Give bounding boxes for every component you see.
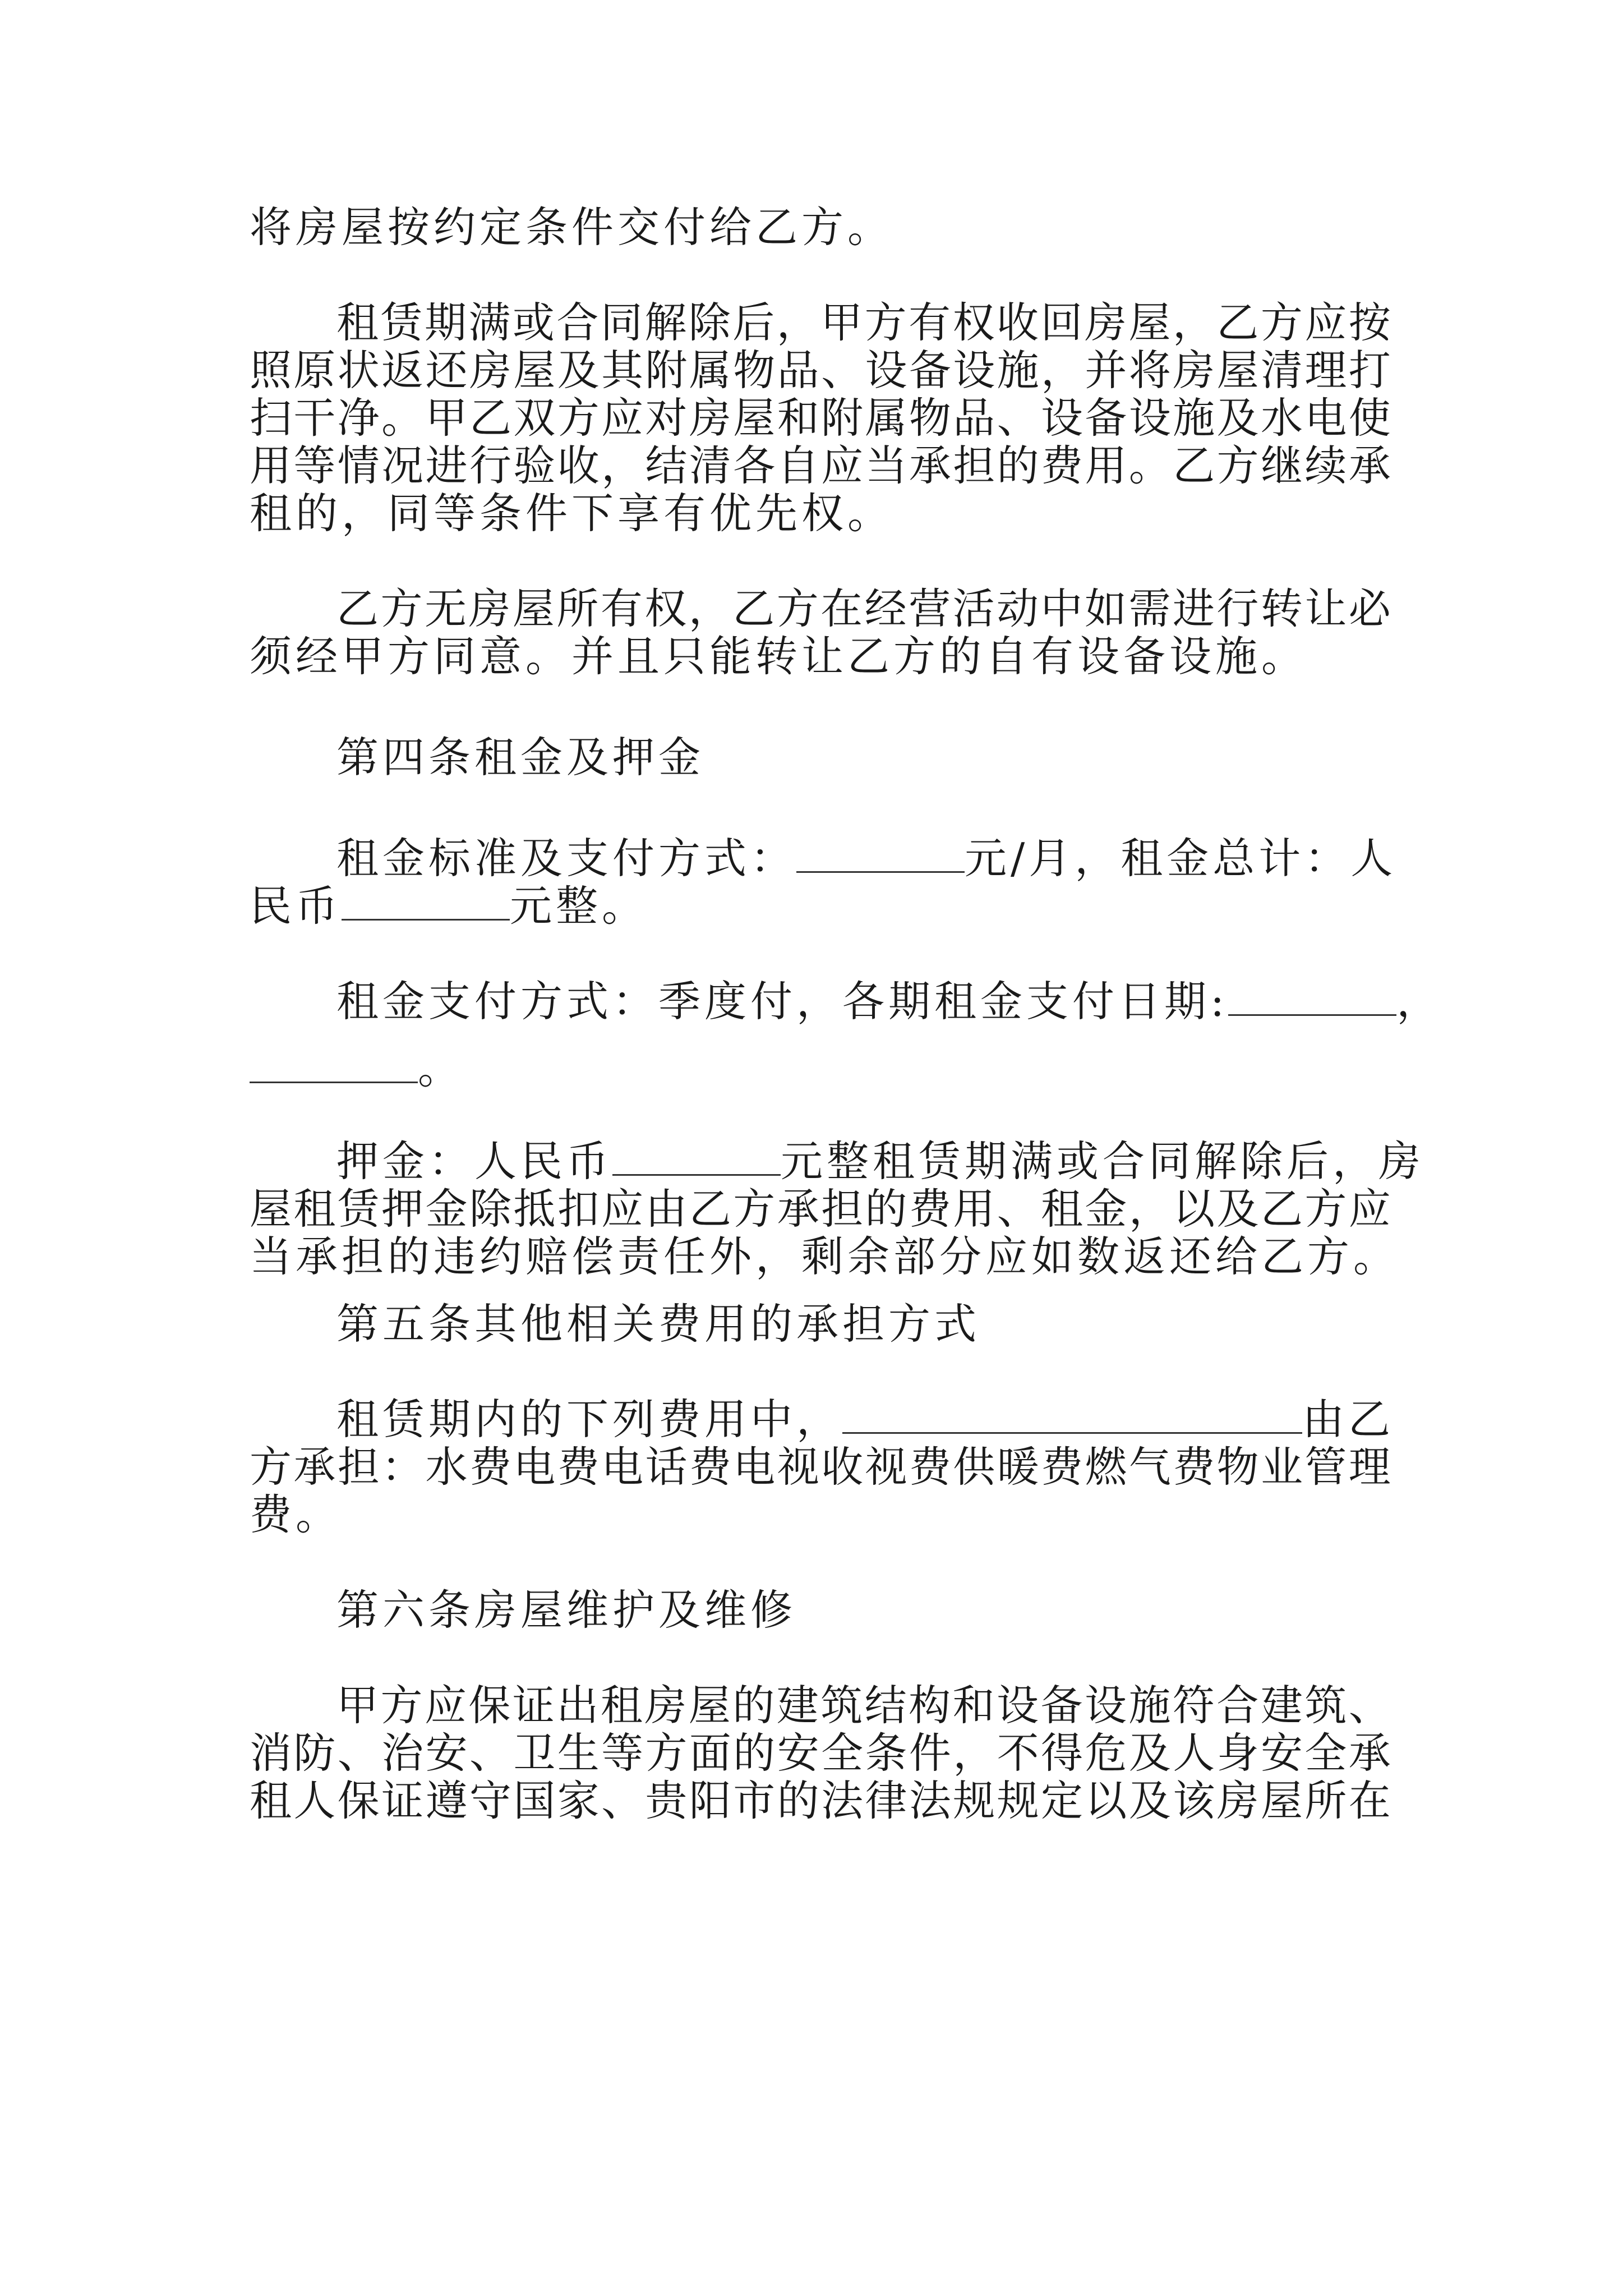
paragraph-text: ，	[1396, 977, 1443, 1026]
paragraph-line: 屋 租 赁 押 金 除 抵 扣 应 由 乙 方 承 担 的 费 用 、 租 金 ， 以 及 乙 方 应	[250, 1184, 1391, 1234]
fill-in-blank	[842, 1397, 1302, 1434]
section-heading: 第五条其他相关费用的承担方式	[336, 1299, 981, 1349]
paragraph-line: 费。	[250, 1490, 342, 1539]
fill-in-blank	[1228, 979, 1396, 1016]
paragraph-text: 押金：人民币	[336, 1137, 613, 1186]
paragraph-text: 民币	[250, 881, 342, 931]
paragraph-line: 租 人 保 证 遵 守 国 家 、 贵 阳 市 的 法 律 法 规 规 定 以 及 该 房 屋 所 在	[250, 1776, 1391, 1825]
section-heading: 第四条租金及押金	[336, 733, 705, 782]
fill-in-blank	[612, 1139, 781, 1176]
section-heading: 第六条房屋维护及维修	[336, 1585, 797, 1635]
fill-in-blank	[250, 1047, 418, 1083]
paragraph-text: 租赁期内的下列费用中，	[336, 1395, 843, 1444]
paragraph-line	[250, 878, 648, 934]
paragraph-line: 租 赁 期 满 或 合 同 解 除 后 ， 甲 方 有 权 收 回 房 屋 ， 乙 方 应 按	[336, 298, 1391, 347]
paragraph-line: 乙 方 无 房 屋 所 有 权 ， 乙 方 在 经 营 活 动 中 如 需 进 行 转 让 必	[336, 584, 1391, 633]
paragraph-line: 租的，同等条件下享有优先权。	[250, 489, 894, 538]
paragraph-text: 元/月，租金总计：人	[965, 834, 1397, 883]
fill-in-blank	[796, 836, 965, 873]
paragraph-line: 扫 干 净 。 甲 乙 双 方 应 对 房 屋 和 附 属 物 品 、 设 备 设 施 及 水 电 使	[250, 393, 1391, 443]
paragraph-line: 须经甲方同意。并且只能转让乙方的自有设备设施。	[250, 632, 1308, 681]
paragraph-line: 将房屋按约定条件交付给乙方。	[250, 203, 894, 252]
paragraph-text: 元整。	[510, 881, 648, 931]
paragraph-line: 甲 方 应 保 证 出 租 房 屋 的 建 筑 结 构 和 设 备 设 施 符 合 建 筑 、	[336, 1681, 1391, 1730]
paragraph-text: 由乙	[1302, 1395, 1395, 1444]
paragraph-line: 方 承 担 ： 水 费 电 费 电 话 费 电 视 收 视 费 供 暖 费 燃 气 费 物 业 管 理	[250, 1442, 1391, 1492]
paragraph-text: 租金支付方式：季度付，各期租金支付日期:	[336, 977, 1229, 1026]
paragraph-text: 元整租赁期满或合同解除后，房	[781, 1137, 1425, 1186]
fill-in-blank	[342, 884, 510, 921]
paragraph-text: 。	[418, 1044, 464, 1093]
paragraph-line: 照 原 状 返 还 房 屋 及 其 附 属 物 品 、 设 备 设 施 ， 并 将 房 屋 清 理 打	[250, 346, 1391, 395]
paragraph-line	[250, 1041, 464, 1097]
paragraph-line: 消 防 、 治 安 、 卫 生 等 方 面 的 安 全 条 件 ， 不 得 危 及 人 身 安 全 承	[250, 1728, 1391, 1778]
paragraph-line: 用 等 情 况 进 行 验 收 ， 结 清 各 自 应 当 承 担 的 费 用 。 乙 方 继 续 承	[250, 441, 1391, 490]
paragraph-text: 租金标准及支付方式：	[336, 834, 797, 883]
paragraph-line: 当承担的违约赔偿责任外，剩余部分应如数返还给乙方。	[250, 1232, 1400, 1281]
paragraph-line	[336, 973, 1442, 1029]
